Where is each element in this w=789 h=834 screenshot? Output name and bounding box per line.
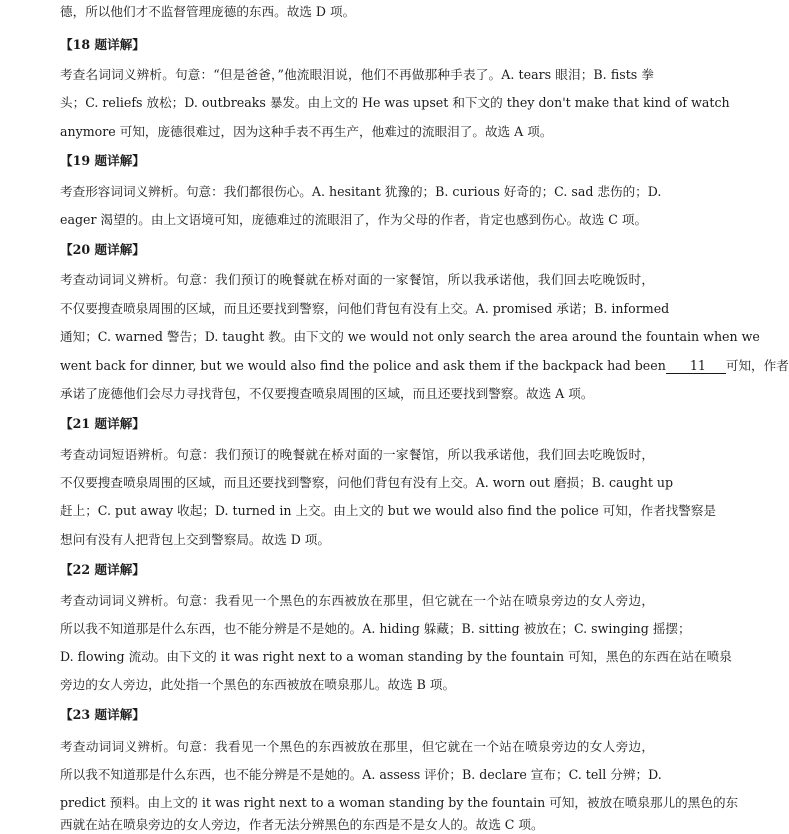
s19-line-1: 考查形容词词义辨析。句意：我们都很伤心。A. hesitant 犹豫的；B. curious 好奇的；C. sad 悲伤的；D. xyxy=(60,184,662,199)
s19-heading: 【19 题详解】 xyxy=(60,153,145,168)
s20-line-5: 承诺了庞德他们会尽力寻找背包，不仅要搜查喷泉周围的区域，而且还要找到警察。故选 A 项。 xyxy=(60,386,594,401)
s22-line-3: D. flowing 流动。由下文的 it was right next to a woman standing by the fountain 可知，黑色的东西在站在喷泉 xyxy=(60,649,732,664)
s22-line-2: 所以我不知道那是什么东西，也不能分辨是不是她的。A. hiding 躲藏；B. sitting 被放在；C. swinging 摇摆； xyxy=(60,621,691,636)
s23-heading: 【23 题详解】 xyxy=(60,707,145,722)
s21-line-4: 想问有没有人把背包上交到警察局。故选 D 项。 xyxy=(60,532,330,547)
s20-line-1: 考查动词词义辨析。句意：我们预订的晚餐就在桥对面的一家餐馆，所以我承诺他，我们回去吃晚饭时， xyxy=(60,272,654,287)
s18-line-2: 头；C. reliefs 放松；D. outbreaks 暴发。由上文的 He was upset 和下文的 they don't make that kind of watch xyxy=(60,95,730,110)
s23-line-4: 西就在站在喷泉旁边的女人旁边，作者无法分辨黑色的东西是不是女人的。故选 C 项。 xyxy=(60,817,544,832)
s18-heading: 【18 题详解】 xyxy=(60,37,145,52)
answer-blank-tail xyxy=(708,359,726,374)
s23-line-2: 所以我不知道那是什么东西，也不能分辨是不是她的。A. assess 评价；B. declare 宣布；C. tell 分辨；D. xyxy=(60,767,662,782)
s18-line-3: anymore 可知，庞德很难过，因为这种手表不再生产，他难过的流眼泪了。故选 A 项。 xyxy=(60,124,553,139)
s21-line-2: 不仅要搜查喷泉周围的区域，而且还要找到警察，问他们背包有没有上交。A. worn out 磨损；B. caught up xyxy=(60,475,674,490)
s20-line-4-after: 可知，作者 xyxy=(725,358,789,373)
blank-number: 11 xyxy=(689,358,706,373)
s19-line-2: eager 渴望的。由上文语境可知，庞德难过的流眼泪了，作为父母的作者，肯定也感到伤心。故选 C 项。 xyxy=(60,212,648,227)
s22-line-1: 考查动词词义辨析。句意：我看见一个黑色的东西被放在那里，但它就在一个站在喷泉旁边的女人旁边， xyxy=(60,593,654,608)
s23-line-1: 考查动词词义辨析。句意：我看见一个黑色的东西被放在那里，但它就在一个站在喷泉旁边的女人旁边， xyxy=(60,739,654,754)
s20-line-3: 通知；C. warned 警告；D. taught 教。由下文的 we would not only search the area around the fountain when we xyxy=(60,329,760,344)
s20-line-2: 不仅要搜查喷泉周围的区域，而且还要找到警察，问他们背包有没有上交。A. promised 承诺；B. informed xyxy=(60,301,670,316)
s22-line-4: 旁边的女人旁边，此处指一个黑色的东西被放在喷泉那儿。故选 B 项。 xyxy=(60,677,456,692)
s21-line-3: 赶上；C. put away 收起；D. turned in 上交。由上文的 but we would also find the police 可知，作者找警察是 xyxy=(60,503,717,518)
s17-line-1: 德，所以他们才不监督管理庞德的东西。故选 D 项。 xyxy=(60,4,356,19)
s21-line-1: 考查动词短语辨析。句意：我们预订的晚餐就在桥对面的一家餐馆，所以我承诺他，我们回去吃晚饭时， xyxy=(60,447,654,462)
s18-line-1: 考查名词词义辨析。句意：“但是爸爸，”他流眼泪说，他们不再做那种手表了。A. tears 眼泪；B. fists 拳 xyxy=(60,67,654,82)
answer-blank xyxy=(666,359,690,374)
s23-line-3: predict 预料。由上文的 it was right next to a woman standing by the fountain 可知，被放在喷泉那儿的黑色的东 xyxy=(60,795,739,810)
s20-line-4 xyxy=(60,357,789,375)
s22-heading: 【22 题详解】 xyxy=(60,562,145,577)
s20-heading: 【20 题详解】 xyxy=(60,242,145,257)
s21-heading: 【21 题详解】 xyxy=(60,416,145,431)
s20-line-4-text: went back for dinner, but we would also find the police and ask them if the backpack had been xyxy=(60,358,666,373)
